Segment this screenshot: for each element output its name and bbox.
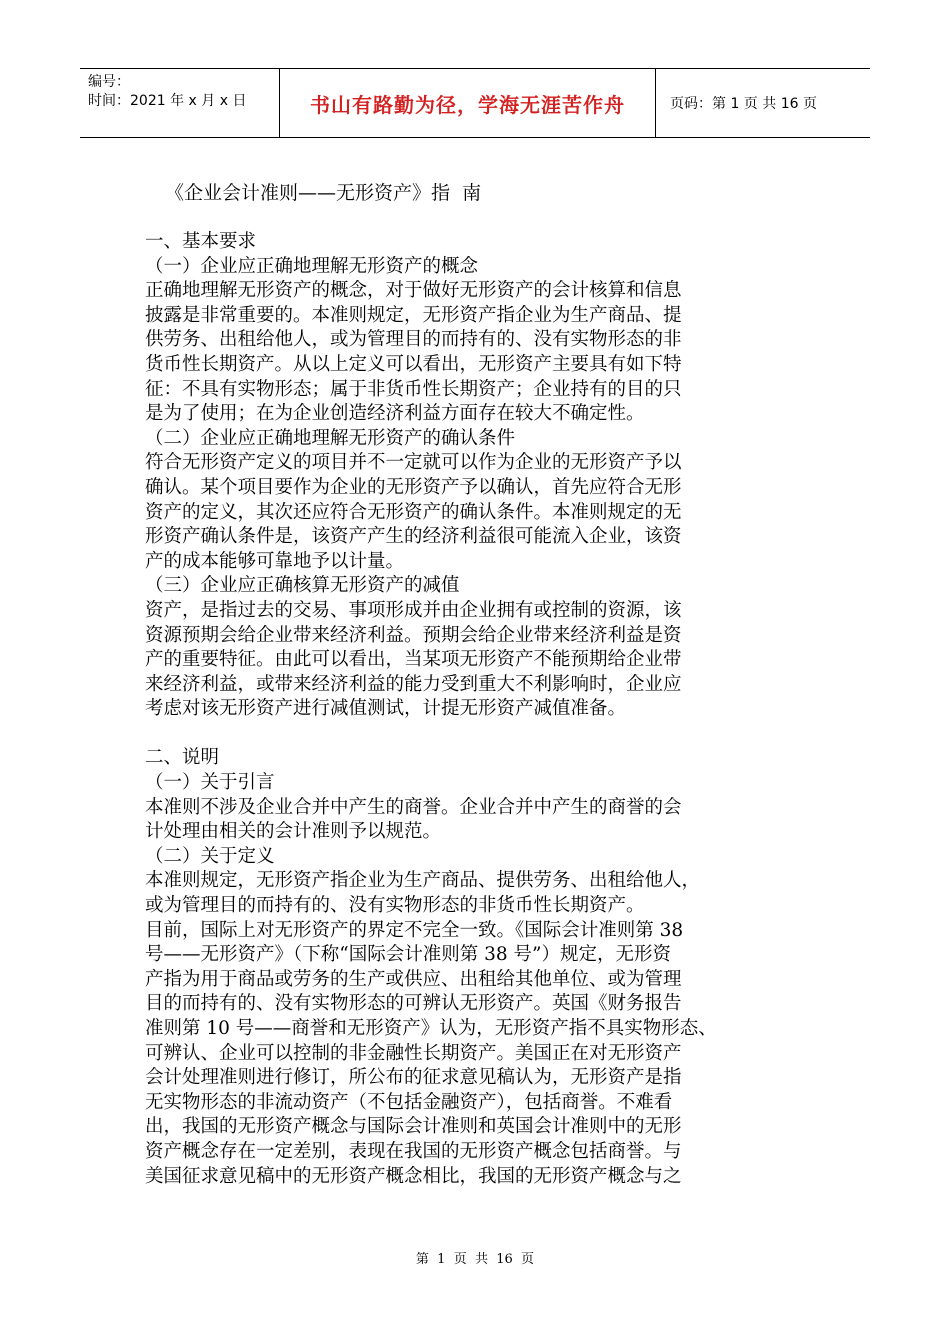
text-line: 产指为用于商品或劳务的生产或供应、出租给其他单位、或为管理 (145, 968, 682, 990)
text-line: 资产概念存在一定差别，表现在我国的无形资产概念包括商誉。与 (145, 1140, 682, 1162)
text-line: 计处理由相关的会计准则予以规范。 (145, 821, 442, 843)
text-line: 资产，是指过去的交易、事项形成并由企业拥有或控制的资源，该 (145, 599, 682, 621)
text-line: （二）企业应正确地理解无形资产的确认条件 (145, 427, 516, 449)
text-line: 目的而持有的、没有实物形态的可辨认无形资产。英国《财务报告 (145, 993, 682, 1015)
text-line: 目前，国际上对无形资产的界定不完全一致。《国际会计准则第 38 (145, 919, 684, 941)
text-line: 号——无形资产》（下称“国际会计准则第 38 号”）规定，无形资 (145, 944, 671, 966)
text-line: 披露是非常重要的。本准则规定，无形资产指企业为生产商品、提 (145, 304, 682, 326)
document-body (145, 230, 825, 1189)
number-label: 编号： (88, 74, 130, 90)
text-line: 产的成本能够可靠地予以计量。 (145, 550, 405, 572)
text-line: 会计处理准则进行修订，所公布的征求意见稿认为，无形资产是指 (145, 1067, 682, 1089)
text-line: （一）关于引言 (145, 772, 275, 794)
header-motto-cell (280, 69, 656, 137)
text-line: 本准则不涉及企业合并中产生的商誉。企业合并中产生的商誉的会 (145, 796, 682, 818)
text-line: 供劳务、出租给他人，或为管理目的而持有的、没有实物形态的非 (145, 329, 682, 351)
text-line: 确认。某个项目要作为企业的无形资产予以确认，首先应符合无形 (145, 476, 682, 498)
document-title: 《企业会计准则——无形资产》指 南 (165, 182, 482, 204)
text-line: 二、说明 (145, 747, 220, 769)
header-meta (80, 69, 280, 137)
text-line: （三）企业应正确核算无形资产的减值 (145, 575, 460, 597)
text-line: 产的重要特征。由此可以看出，当某项无形资产不能预期给企业带 (145, 649, 682, 671)
text-line: 资源预期会给企业带来经济利益。预期会给企业带来经济利益是资 (145, 624, 682, 646)
text-line: 无实物形态的非流动资产（不包括金融资产），包括商誉。不难看 (145, 1091, 673, 1113)
motto-text: 书山有路勤为径，学海无涯苦作舟 (310, 92, 625, 117)
text-line: 是为了使用；在为企业创造经济利益方面存在较大不确定性。 (145, 403, 645, 425)
blank-line (145, 722, 825, 747)
time-label: 时间：2021 年 x 月 x 日 (88, 93, 247, 109)
text-line: 货币性长期资产。从以上定义可以看出，无形资产主要具有如下特 (145, 353, 682, 375)
page-footer: 第 1 页 共 16 页 (415, 1252, 535, 1267)
text-line: 美国征求意见稿中的无形资产概念相比，我国的无形资产概念与之 (145, 1165, 682, 1187)
text-line: 可辨认、企业可以控制的非金融性长期资产。美国正在对无形资产 (145, 1042, 682, 1064)
text-line: 正确地理解无形资产的概念，对于做好无形资产的会计核算和信息 (145, 280, 682, 302)
text-line: （二）关于定义 (145, 845, 275, 867)
document-header (80, 68, 870, 138)
text-line: 来经济利益，或带来经济利益的能力受到重大不利影响时，企业应 (145, 673, 682, 695)
text-line: 本准则规定，无形资产指企业为生产商品、提供劳务、出租给他人， (145, 870, 701, 892)
text-line: 一、基本要求 (145, 231, 257, 252)
text-line: 征：不具有实物形态；属于非货币性长期资产；企业持有的目的只 (145, 378, 682, 400)
text-line: 资产的定义，其次还应符合无形资产的确认条件。本准则规定的无 (145, 501, 682, 523)
text-line: 或为管理目的而持有的、没有实物形态的非货币性长期资产。 (145, 895, 645, 917)
text-line: 准则第 10 号——商誉和无形资产》认为，无形资产指不具实物形态、 (145, 1018, 717, 1039)
text-line: 形资产确认条件是，该资产产生的经济利益很可能流入企业，该资 (145, 526, 682, 548)
text-line: （一）企业应正确地理解无形资产的概念 (145, 255, 479, 277)
text-line: 出，我国的无形资产概念与国际会计准则和英国会计准则中的无形 (145, 1116, 682, 1138)
text-line: 符合无形资产定义的项目并不一定就可以作为企业的无形资产予以 (145, 452, 682, 474)
text-line: 考虑对该无形资产进行减值测试，计提无形资产减值准备。 (145, 698, 627, 720)
header-page-info: 页码：第 1 页 共 16 页 (670, 96, 817, 112)
